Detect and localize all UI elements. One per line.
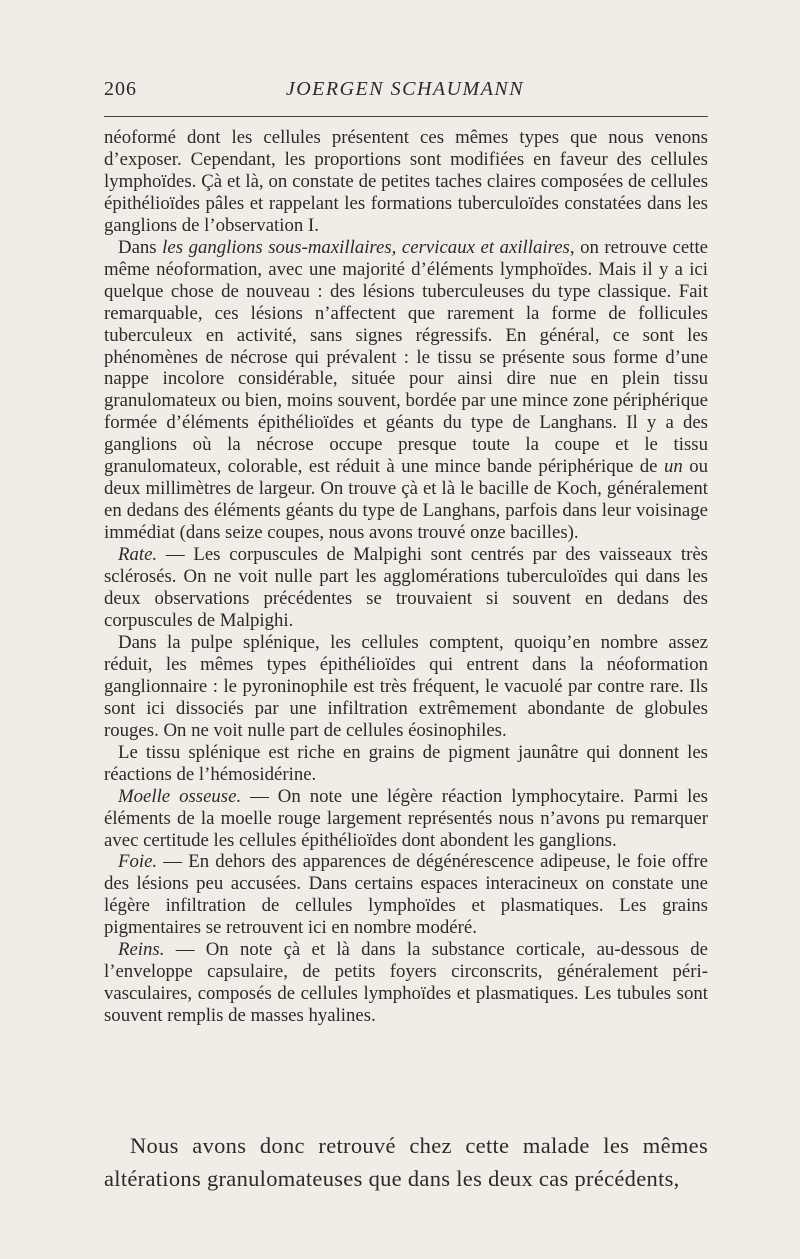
paragraph-foie [104, 851, 708, 939]
section-heading-moelle: Moelle osseuse. [118, 785, 242, 807]
body-text [104, 127, 708, 1027]
paragraph-moelle [104, 786, 708, 852]
page-number: 206 [104, 78, 137, 100]
section-heading-rate: Rate. [118, 544, 158, 566]
paragraph-ganglions [104, 237, 708, 544]
paragraph-lead: Dans [118, 236, 163, 258]
paragraph-rate [104, 544, 708, 632]
paragraph-text: Le tissu splénique est riche en grains de pigment jaunâtre qui donnent les réactions de l’hémosidérine. [104, 741, 708, 785]
paragraph-text: Dans la pulpe splénique, les cellules comptent, quoiqu’en nombre assez réduit, les mêmes types épithélioïdes qui entrent dans la néoformation ganglionnaire : le pyroninophile est très fréquent, le vacuolé par contre rare. Ils sont ici dissociés par une infiltration extrêmement abondante de globules rouges. On ne voit nulle part de cellules éosinophiles. [104, 631, 708, 741]
section-heading-reins: Reins. [118, 939, 165, 961]
paragraph-text: — On note une légère réaction lymphocytaire. Parmi les éléments de la moelle rouge largement représentés nous n’avons pu remarquer avec certitude les cellules épithélioïdes dont abondent les ganglions. [104, 785, 708, 851]
paragraph-text: , on retrouve cette même néoformation, avec une majorité d’éléments lymphoïdes. Mais il y a ici quelque chose de nouveau : des lésions tuberculeuses du type classique. Fait remarquable, ces lésions n’affectent que rarement la forme de follicules tuberculeux en activité, sans signes régressifs. En général, ce sont les phénomènes de nécrose qui prévalent : le tissu se présente sous forme d’une nappe incolore considérable, située pour ainsi dire nue en plein tissu granulomateux ou bien, moins souvent, bordée par une mince zone périphérique formée d’éléments épithélioïdes et géants du type de Langhans. Il y a des ganglions où la nécrose occupe presque toute la coupe et le tissu granulomateux, colorable, est réduit à une mince bande périphérique de [104, 236, 709, 478]
section-heading-foie: Foie. [118, 851, 158, 873]
paragraph-text: — Les corpuscules de Malpighi sont centrés par des vaisseaux très sclérosés. On ne voit nulle part les agglomérations tuberculoïdes qui dans les deux observations précédentes se trouvaient si souvent en dedans des corpuscules de Malpighi. [104, 544, 708, 631]
page-header [104, 74, 706, 104]
emphasis-un: un [663, 456, 683, 478]
section-term: les ganglions sous-maxillaires, cervicaux et axillaires [162, 236, 570, 258]
paragraph-tissu [104, 742, 708, 786]
paragraph-text-tail: ou deux millimètres de largeur. On trouve çà et là le bacille de Koch, généralement en dedans des éléments géants du type de Langhans, parfois dans leur voisinage immédiat (dans seize coupes, nous avons trouvé onze bacilles). [104, 456, 708, 544]
running-head: JOERGEN SCHAUMANN [285, 78, 525, 100]
closing-paragraph: Nous avons donc retrouvé chez cette malade les mêmes altérations granulomateuses que dans les deux cas précédents, [104, 1133, 708, 1191]
paragraph-continuation [104, 127, 708, 237]
paragraph-text: néoformé dont les cellules présentent ces mêmes types que nous venons d’exposer. Cependant, les proportions sont modifiées en faveur des cellules lymphoïdes. Çà et là, on constate de petites taches claires composées de cellules épithélioïdes pâles et rappelant les formations tuberculoïdes constatées dans les ganglions de l’observation I. [104, 127, 708, 236]
paragraph-reins [104, 939, 708, 1027]
paragraph-pulpe [104, 632, 708, 742]
header-rule [104, 116, 708, 117]
paragraph-text: — On note çà et là dans la substance corticale, au-dessous de l’enveloppe capsulaire, de petits foyers circonscrits, généralement péri-vasculaires, composés de cellules lymphoïdes et plasmatiques. Les tubules sont souvent remplis de masses hyalines. [104, 939, 708, 1027]
paragraph-text: — En dehors des apparences de dégénérescence adipeuse, le foie offre des lésions peu accusées. Dans certains espaces interacineux on constate une légère infiltration de cellules lymphoïdes et plasmatiques. Les grains pigmentaires se retrouvent ici en nombre modéré. [104, 851, 708, 939]
